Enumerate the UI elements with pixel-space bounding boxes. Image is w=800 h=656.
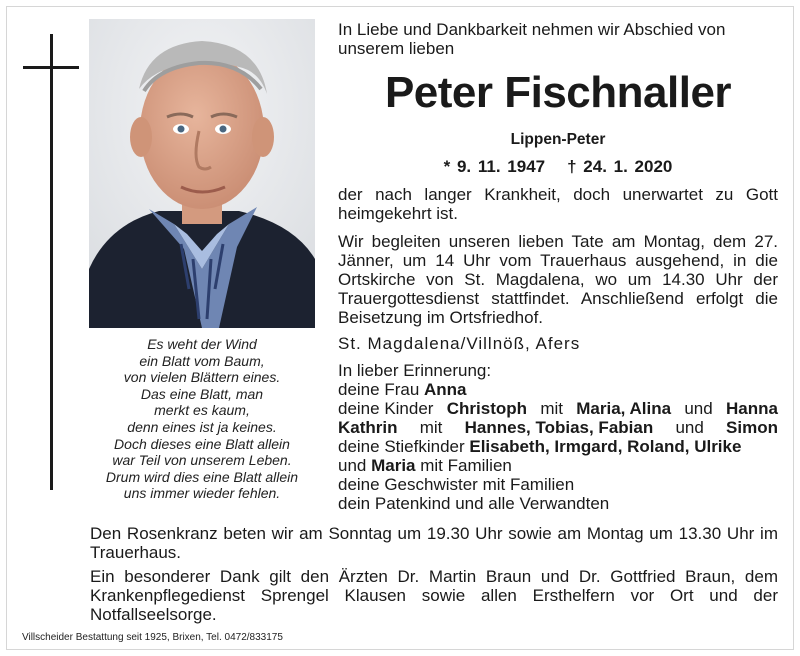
portrait-photo	[89, 19, 315, 328]
cross-icon-bar	[23, 66, 79, 69]
memory-line	[338, 437, 778, 456]
poem-line: Es weht der Wind	[147, 336, 257, 352]
memory-text: und	[684, 399, 713, 418]
poem-line: ein Blatt vom Baum,	[139, 352, 265, 369]
funeral-home-footer: Villscheider Bestattung seit 1925, Brixen, Tel. 0472/833175	[22, 632, 283, 643]
memory-text: mit	[540, 399, 563, 418]
poem-line: Das eine Blatt, man	[140, 385, 264, 402]
memory-text: mit Familien	[415, 456, 512, 475]
memory-line	[338, 380, 778, 399]
memory-text: deine Stiefkinder	[338, 437, 470, 456]
paragraph-death: der nach langer Krankheit, doch unerwartet zu Gott heimgekehrt ist.	[338, 185, 778, 223]
poem-line: Drum wird dies eine Blatt allein	[105, 468, 299, 485]
place-line: St. Magdalena/Villnöß, Afers	[338, 334, 581, 353]
memory-name: Hanna	[726, 399, 778, 418]
cross-icon	[50, 34, 53, 490]
memory-name: Maria, Alina	[576, 399, 672, 418]
memory-name: Simon	[726, 418, 778, 437]
memory-line: deine Geschwister mit Familien	[338, 475, 575, 494]
memory-name: Christoph	[446, 399, 528, 418]
memory-text: und	[338, 456, 372, 475]
memory-text: mit	[419, 418, 443, 437]
memory-name: Elisabeth, Irmgard, Roland, Ulrike	[469, 437, 742, 456]
memory-list	[338, 361, 778, 513]
memory-text: und	[675, 418, 704, 437]
life-dates	[338, 157, 778, 177]
memory-name: Maria	[371, 456, 416, 475]
poem-line: war Teil von unserem Leben.	[112, 452, 292, 469]
death-date: † 24. 1. 2020	[567, 157, 673, 176]
intro-text: In Liebe und Dankbarkeit nehmen wir Abschied von unserem lieben	[338, 20, 726, 58]
deceased-name: Peter Fischnaller	[384, 68, 732, 117]
poem-line: von vielen Blättern eines.	[123, 369, 281, 386]
nickname: Lippen-Peter	[510, 131, 606, 148]
poem-line: uns immer wieder fehlen.	[123, 485, 281, 502]
memory-line: dein Patenkind und alle Verwandten	[338, 494, 610, 513]
paragraph-funeral: Wir begleiten unseren lieben Tate am Montag, dem 27. Jänner, um 14 Uhr vom Trauerhaus ausgehend, in die Ortskirche von St. Magdalena, wo um 14.30 Uhr der Trauergottesdienst stattfindet. Anschließend erfolgt die Beisetzung im Ortsfriedhof.	[338, 232, 778, 327]
memory-name: Anna	[424, 380, 467, 399]
memory-heading: In lieber Erinnerung:	[338, 361, 492, 380]
memory-text: deine Frau	[338, 380, 424, 399]
thanks-paragraph: Ein besonderer Dank gilt den Ärzten Dr. Martin Braun und Dr. Gottfried Braun, dem Krankenpflegedienst Sprengel Klausen sowie allen Ersthelfern vor Ort und der Notfallseelsorge.	[90, 567, 778, 624]
memory-line	[338, 456, 778, 475]
memory-line	[338, 399, 778, 418]
poem-line: denn eines ist ja keines.	[127, 418, 277, 435]
poem-line: Doch dieses eine Blatt allein	[114, 435, 290, 452]
rosary-paragraph: Den Rosenkranz beten wir am Sonntag um 19.30 Uhr sowie am Montag um 13.30 Uhr im Trauerhaus.	[90, 524, 778, 562]
poem-line: merkt es kaum,	[154, 402, 250, 419]
birth-date: * 9. 11. 1947	[443, 157, 546, 176]
memory-name: Hannes, Tobias, Fabian	[464, 418, 654, 437]
memory-name: Kathrin	[338, 418, 398, 437]
poem	[82, 336, 322, 502]
memory-text: deine Kinder	[338, 399, 434, 418]
memory-line	[338, 418, 778, 437]
